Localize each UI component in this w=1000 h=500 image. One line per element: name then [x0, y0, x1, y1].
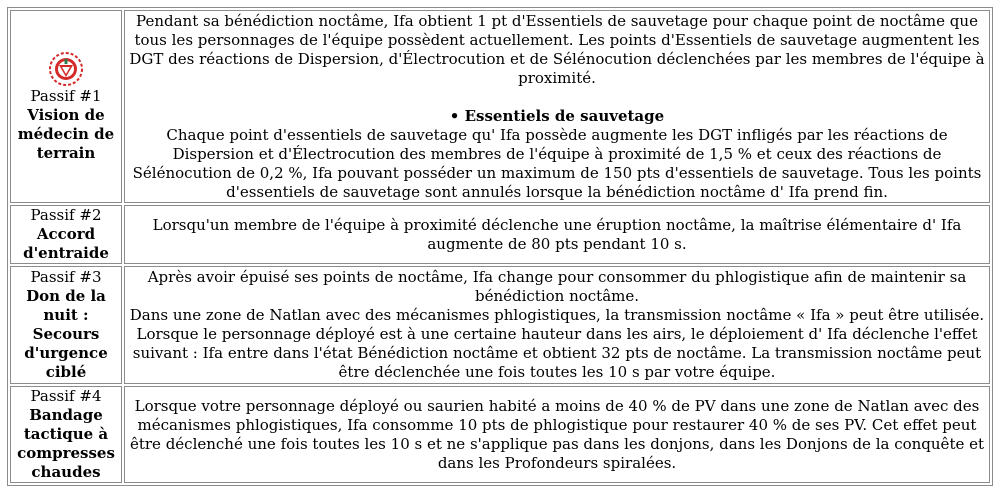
bullet-heading: • Essentiels de sauvetage	[449, 106, 665, 125]
passive-description: Lorsque votre personnage déployé ou saurien habité a moins de 40 % de PV dans une zone de Natlan avec des mécanismes phlogistiques, Ifa consomme 10 pts de phlogistique pour restaurer 40 % de ses PV. Cet effet peut être déclenché une fois toutes les 10 s et ne s'applique pas dans les donjons, dans les Donjons de la conquête et dans les Profondeurs spiralées.	[129, 396, 985, 472]
passive-number: Passif #2	[30, 206, 102, 224]
passive-description: Pendant sa bénédiction noctâme, Ifa obtient 1 pt d'Essentiels de sauvetage pour chaque point de noctâme que tous les personnages de l'équipe possèdent actuellement. Les points d'Essentiels de sauvetage augmentent les DGT des réactions de Dispersion, d'Électrocution et de Sélénocution déclenchées par les membres de l'équipe à proximité.	[129, 11, 985, 87]
passive-number: Passif #4	[30, 387, 102, 405]
passive-name-cell	[10, 10, 122, 203]
passive-title: Accord d'entraide	[23, 225, 109, 262]
passive-name-cell	[10, 266, 122, 384]
passive-number: Passif #1	[30, 86, 102, 105]
bullet-description: Chaque point d'essentiels de sauvetage qu' Ifa possède augmente les DGT infligés par les réactions de Dispersion et d'Électrocution des membres de l'équipe à proximité de 1,5 % et ceux des réactions de Sélénocution de 0,2 %, Ifa pouvant posséder un maximum de 150 pts d'essentiels de sauvetage. Tous les points d'essentiels de sauvetage sont annulés lorsque la bénédiction noctâme d' Ifa prend fin.	[132, 125, 982, 201]
passive-title: Don de la nuit : Secours d'urgence ciblé	[24, 287, 108, 381]
passive-title: Bandage tactique à compresses chaudes	[17, 406, 115, 481]
passive-description: Après avoir épuisé ses points de noctâme, Ifa change pour consommer du phlogistique afin de maintenir sa bénédiction noctâme.	[147, 268, 967, 305]
passive-row-3	[10, 266, 990, 384]
passive-description-cell	[124, 386, 990, 483]
passive-description-cell	[124, 266, 990, 384]
passive-description: Lorsqu'un membre de l'équipe à proximité déclenche une éruption noctâme, la maîtrise élémentaire d' Ifa augmente de 80 pts pendant 10 s.	[152, 215, 962, 253]
first-aid-emblem-icon	[48, 51, 84, 87]
passive-name-cell	[10, 386, 122, 483]
passive-name-cell	[10, 205, 122, 264]
passives-table	[7, 7, 993, 486]
passive-description-cell	[124, 10, 990, 203]
passive-description: Dans une zone de Natlan avec des mécanismes phlogistiques, la transmission noctâme « Ifa » peut être utilisée. Lorsque le personnage déployé est à une certaine hauteur dans les airs, le déploiement d' Ifa déclenche l'effet suivant : Ifa entre dans l'état Bénédiction noctâme et obtient 32 pts de noctâme. La transmission noctâme peut être déclenchée une fois toutes les 10 s par votre équipe.	[129, 306, 985, 381]
passive-row-2	[10, 205, 990, 264]
passive-row-4	[10, 386, 990, 483]
passive-title: Vision de médecin de terrain	[17, 105, 115, 162]
passive-description-cell	[124, 205, 990, 264]
passive-number: Passif #3	[30, 268, 102, 286]
passive-row-1	[10, 10, 990, 203]
